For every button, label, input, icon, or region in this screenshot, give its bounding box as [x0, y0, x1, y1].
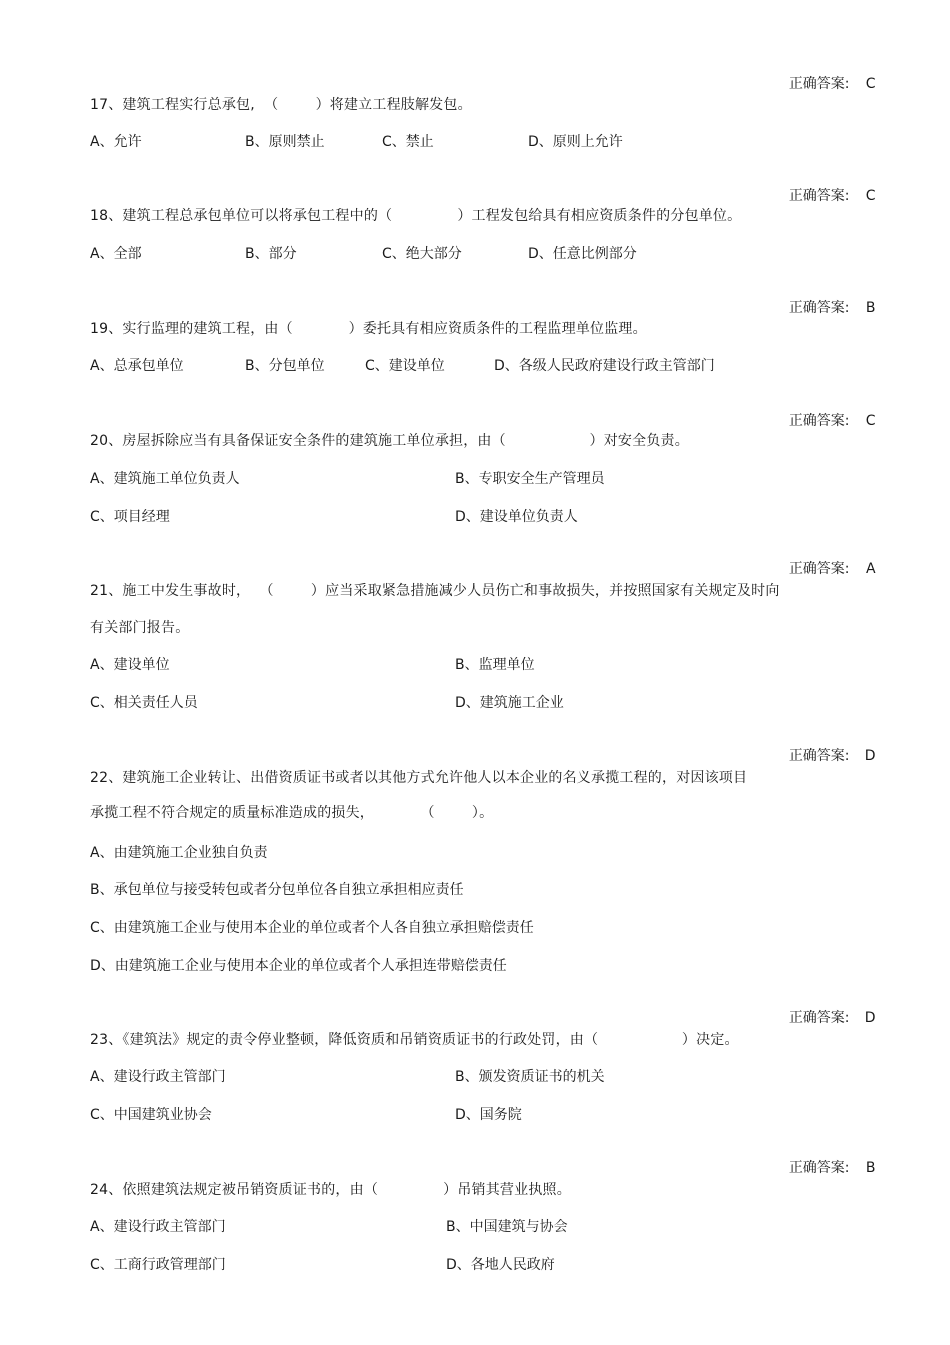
question-21-stem-line-1: 21、施工中发生事故时， （ ）应当采取紧急措施减少人员伤亡和事故损失，并按照国家有关规定及时向 [90, 583, 780, 599]
question-24-option-c: C、工商行政管理部门 [90, 1257, 226, 1273]
question-21-option-d: D、建筑施工企业 [455, 695, 564, 711]
question-18-option-b: B、部分 [245, 246, 297, 262]
question-19-option-c: C、建设单位 [365, 358, 445, 374]
question-21-option-b: B、监理单位 [455, 657, 535, 673]
question-19-option-a: A、总承包单位 [90, 358, 184, 374]
answer-label: 正确答案: [788, 76, 850, 92]
answer-q22 [771, 991, 876, 1045]
answer-q17 [771, 169, 876, 223]
question-17-option-a: A、允许 [90, 134, 142, 150]
question-24-stem: 24、依照建筑法规定被吊销资质证书的，由（ ）吊销其营业执照。 [90, 1182, 571, 1198]
question-23-stem: 23、《建筑法》规定的责令停业整顿，降低资质和吊销资质证书的行政处罚，由（ ）决定。 [90, 1032, 739, 1048]
question-20-option-a: A、建筑施工单位负责人 [90, 471, 240, 487]
answer-letter: A [865, 561, 876, 577]
answer-letter: D [864, 1010, 876, 1026]
question-17-stem: 17、建筑工程实行总承包, （ ）将建立工程肢解发包。 [90, 97, 472, 113]
question-22-option-a: A、由建筑施工企业独自负责 [90, 845, 268, 861]
answer-letter: C [865, 76, 876, 92]
question-21-option-c: C、相关责任人员 [90, 695, 198, 711]
question-17-option-d: D、原则上允许 [528, 134, 623, 150]
answer-label: 正确答案: [788, 561, 850, 577]
question-18-stem: 18、建筑工程总承包单位可以将承包工程中的（ ）工程发包给具有相应资质条件的分包单位。 [90, 208, 742, 224]
question-24-option-a: A、建设行政主管部门 [90, 1219, 226, 1235]
question-22-option-d: D、由建筑施工企业与使用本企业的单位或者个人承担连带赔偿责任 [90, 958, 507, 974]
answer-q23 [771, 1141, 876, 1195]
question-22-option-b: B、承包单位与接受转包或者分包单位各自独立承担相应责任 [90, 882, 464, 898]
answer-label: 正确答案: [788, 1160, 850, 1176]
question-17-option-b: B、原则禁止 [245, 134, 325, 150]
answer-q21 [771, 729, 876, 783]
answer-label: 正确答案: [788, 1010, 850, 1026]
answer-label: 正确答案: [788, 413, 850, 429]
question-21-option-a: A、建设单位 [90, 657, 170, 673]
question-20-stem: 20、房屋拆除应当有具备保证安全条件的建筑施工单位承担，由（ ）对安全负责。 [90, 433, 689, 449]
answer-q16 [771, 57, 876, 111]
question-22-stem-line-1: 22、建筑施工企业转让、出借资质证书或者以其他方式允许他人以本企业的名义承揽工程的，对因该项目 [90, 770, 748, 786]
question-24-option-d: D、各地人民政府 [446, 1257, 555, 1273]
question-19-option-b: B、分包单位 [245, 358, 325, 374]
answer-label: 正确答案: [788, 748, 850, 764]
question-23-option-a: A、建设行政主管部门 [90, 1069, 226, 1085]
answer-letter: B [865, 300, 876, 316]
question-21-stem-line-2: 有关部门报告。 [90, 620, 190, 636]
answer-letter: D [864, 748, 876, 764]
answer-letter: B [865, 1160, 876, 1176]
question-19-option-d: D、各级人民政府建设行政主管部门 [494, 358, 715, 374]
answer-letter: C [865, 188, 876, 204]
question-20-option-b: B、专职安全生产管理员 [455, 471, 605, 487]
question-20-option-d: D、建设单位负责人 [455, 509, 578, 525]
question-18-option-c: C、绝大部分 [382, 246, 462, 262]
question-23-option-d: D、国务院 [455, 1107, 522, 1123]
answer-q19 [771, 394, 876, 448]
answer-label: 正确答案: [788, 188, 850, 204]
answer-q20 [771, 542, 876, 596]
question-24-option-b: B、中国建筑与协会 [446, 1219, 568, 1235]
question-22-option-c: C、由建筑施工企业与使用本企业的单位或者个人各自独立承担赔偿责任 [90, 920, 534, 936]
question-19-stem: 19、实行监理的建筑工程，由（ ）委托具有相应资质条件的工程监理单位监理。 [90, 321, 647, 337]
answer-letter: C [865, 413, 876, 429]
question-23-option-b: B、颁发资质证书的机关 [455, 1069, 605, 1085]
answer-label: 正确答案: [788, 300, 850, 316]
question-17-option-c: C、禁止 [382, 134, 434, 150]
question-23-option-c: C、中国建筑业协会 [90, 1107, 212, 1123]
answer-q18 [771, 281, 876, 335]
question-22-stem-line-2: 承揽工程不符合规定的质量标准造成的损失， （ ）。 [90, 805, 494, 821]
question-18-option-d: D、任意比例部分 [528, 246, 637, 262]
question-20-option-c: C、项目经理 [90, 509, 170, 525]
question-18-option-a: A、全部 [90, 246, 142, 262]
